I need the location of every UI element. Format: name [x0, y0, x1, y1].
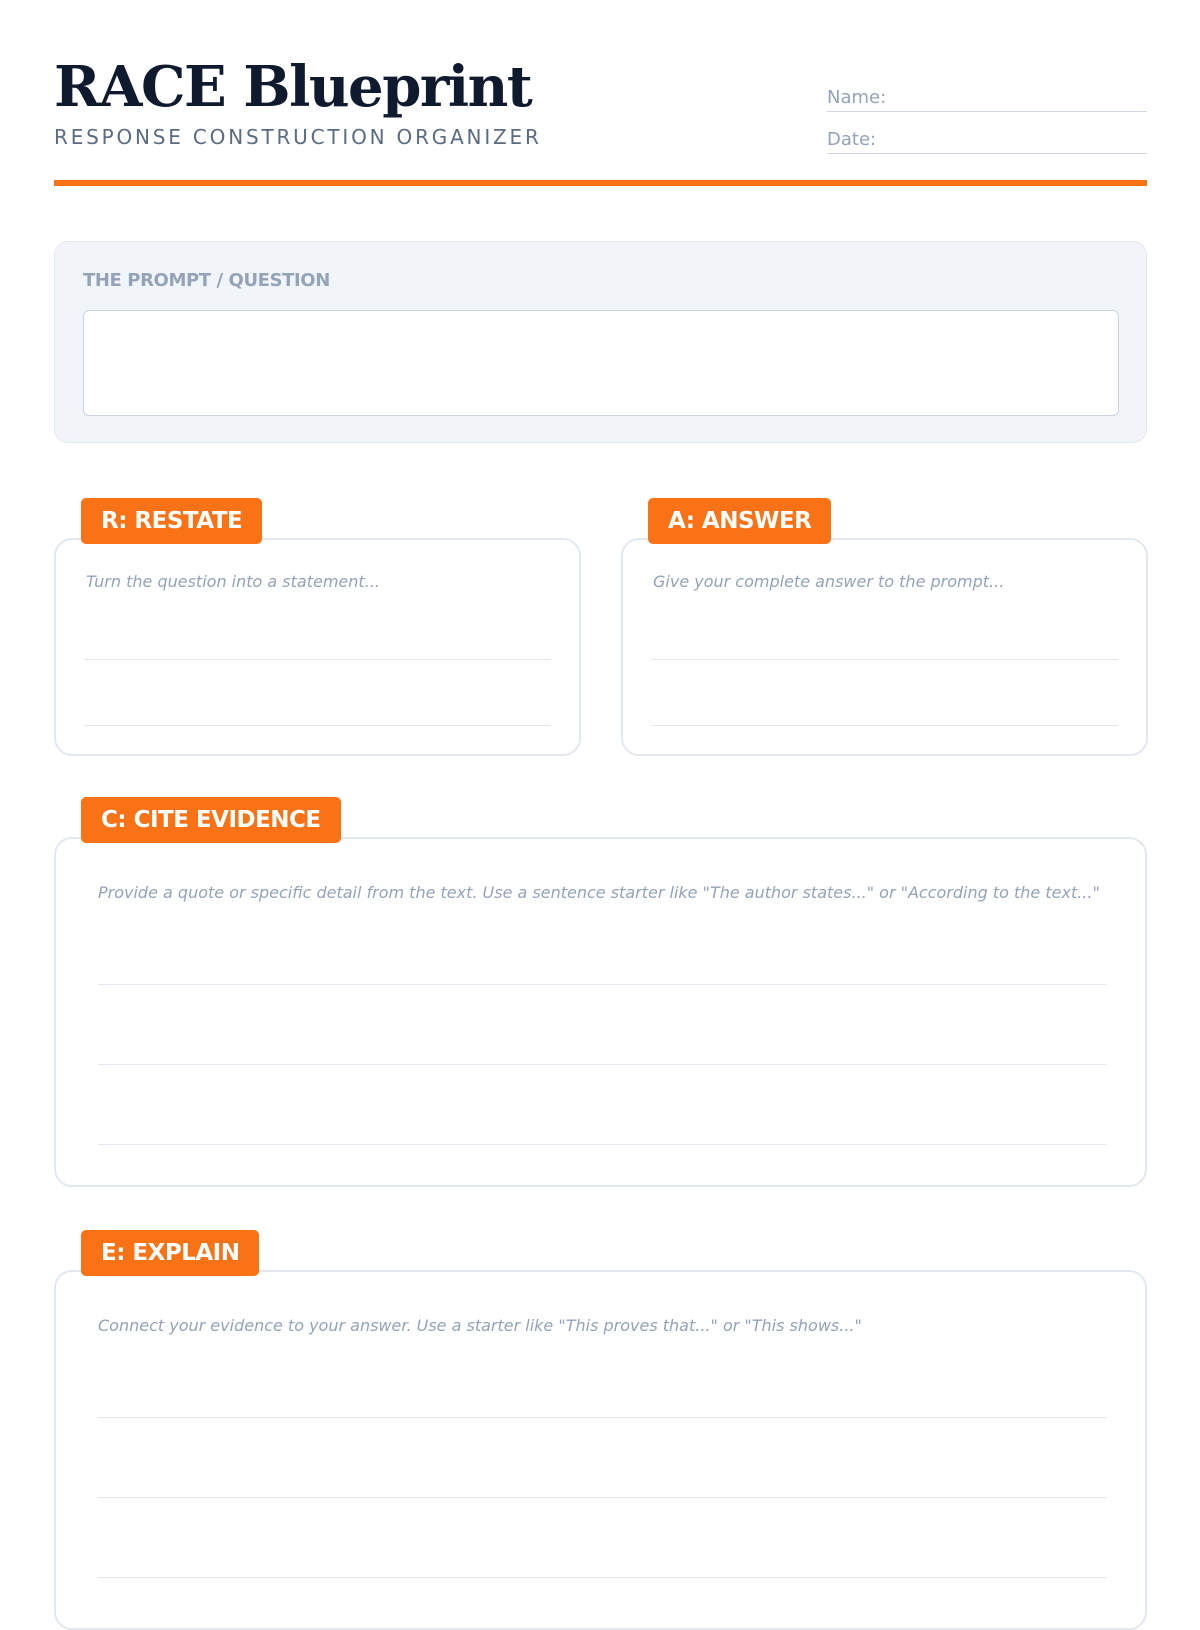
- answer-hint: Give your complete answer to the prompt...: [653, 572, 1005, 591]
- prompt-label: THE PROMPT / QUESTION: [83, 270, 330, 291]
- writing-line: [98, 1144, 1106, 1145]
- answer-box[interactable]: [621, 538, 1148, 756]
- explain-badge: E: EXPLAIN: [81, 1230, 259, 1276]
- page-subtitle: RESPONSE CONSTRUCTION ORGANIZER: [54, 125, 542, 149]
- writing-line: [651, 725, 1118, 726]
- writing-line: [651, 659, 1118, 660]
- writing-line: [84, 659, 551, 660]
- writing-line: [98, 1497, 1106, 1498]
- restate-box[interactable]: [54, 538, 581, 756]
- name-label: Name:: [827, 87, 887, 108]
- restate-badge: R: RESTATE: [81, 498, 262, 544]
- cite-evidence-hint: Provide a quote or specific detail from the text. Use a sentence starter like "The author states..." or "According to the text...": [98, 883, 1100, 902]
- writing-line: [98, 1577, 1106, 1578]
- prompt-panel: [54, 241, 1147, 443]
- explain-box[interactable]: [54, 1270, 1147, 1630]
- prompt-input[interactable]: [83, 310, 1119, 416]
- restate-hint: Turn the question into a statement...: [86, 572, 380, 591]
- date-label: Date:: [827, 129, 877, 150]
- writing-line: [98, 1064, 1106, 1065]
- explain-hint: Connect your evidence to your answer. Use a starter like "This proves that..." or "This shows...": [98, 1316, 862, 1335]
- cite-evidence-box[interactable]: [54, 837, 1147, 1187]
- writing-line: [84, 725, 551, 726]
- header-divider: [54, 180, 1147, 186]
- writing-line: [98, 984, 1106, 985]
- page-title: RACE Blueprint: [54, 54, 532, 120]
- cite-evidence-badge: C: CITE EVIDENCE: [81, 797, 341, 843]
- date-field[interactable]: [827, 124, 1147, 154]
- writing-line: [98, 1417, 1106, 1418]
- name-field[interactable]: [827, 82, 1147, 112]
- answer-badge: A: ANSWER: [648, 498, 831, 544]
